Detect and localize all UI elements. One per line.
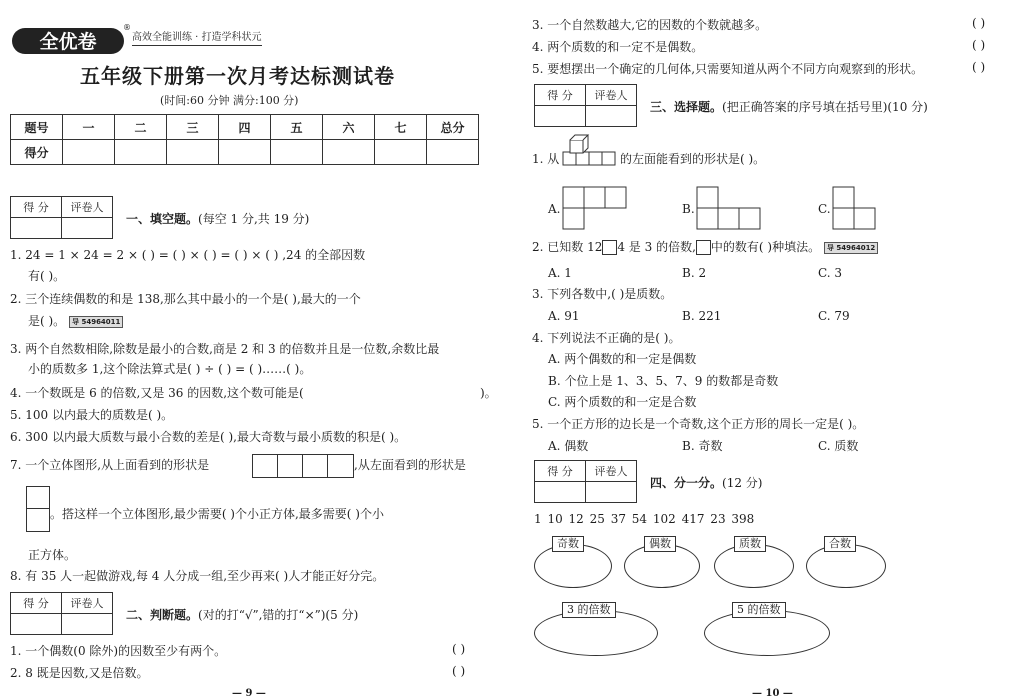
question-1-6: 6. 300 以内最大质数与最小合数的差是( ),最大奇数与最小质数的积是( )。 [10,430,407,444]
grader-score-label: 得 分 [535,85,586,106]
question-1-7-c: 。搭这样一个立体图形,最少需要( )个小正方体,最多需要( )个小 [50,507,384,521]
choice-4-opt-c[interactable]: C. 两个质数的和一定是合数 [548,395,697,409]
score-header-cell: 五 [271,115,323,140]
brand-logo [10,22,131,58]
question-1-1-cont: 有( )。 [28,269,66,283]
choice-1: 1. 从 [532,152,560,166]
choice-4: 4. 下列说法不正确的是( )。 [532,331,681,345]
choice-2-opt-c[interactable]: C. 3 [818,266,843,280]
code-tag: 导 54964012 [824,242,878,254]
page-number-right: — 10 — [752,688,793,699]
option-c-shape [832,186,878,230]
score-header-cell: 总分 [427,115,479,140]
choice-3-opt-a[interactable]: A. 91 [548,309,580,323]
question-1-3: 3. 两个自然数相除,除数是最小的合数,商是 2 和 3 的倍数并且是一位数,余数比最 [10,342,440,356]
code-tag: 导 54964011 [69,316,123,328]
cube-figure [560,130,618,172]
section-3-heading: 三、选择题。(把正确答案的序号填在括号里)(10 分) [650,100,928,114]
option-a-shape [562,186,628,230]
judge-5: 5. 要想摆出一个确定的几何体,只需要知道从两个不同方向观察到的形状。 [532,62,924,76]
grader-score-cell[interactable] [535,482,586,503]
top-view-cell [302,454,329,478]
blank-box [602,240,617,255]
score-header-cell: 一 [63,115,115,140]
question-1-2: 2. 三个连续偶数的和是 138,那么其中最小的一个是( ),最大的一个 [10,292,361,306]
set-multiple-3-label: 3 的倍数 [562,602,616,618]
grader-score-label: 得 分 [11,593,62,614]
score-cell[interactable] [167,140,219,165]
grader-reviewer-cell[interactable] [586,106,637,127]
score-row-label: 得分 [11,140,63,165]
score-header-cell: 题号 [11,115,63,140]
set-multiple-5-label: 5 的倍数 [732,602,786,618]
question-1-2-cont: 是( )。 导 54964011 [28,312,123,330]
slogan: 高效全能训练 · 打造学科状元 [132,28,262,46]
option-b-shape [696,186,762,230]
section-2-heading: 二、判断题。(对的打“√”,错的打“×”)(5 分) [126,608,359,622]
choice-1-b: 的左面能看到的形状是( )。 [620,152,766,166]
question-1-8: 8. 有 35 人一起做游戏,每 4 人分成一组,至少再来( )人才能正好分完。 [10,569,385,583]
top-view-cell [277,454,304,478]
set-composite-label: 合数 [824,536,856,552]
top-view-cell [327,454,354,478]
set-odd-label: 奇数 [552,536,584,552]
score-header-cell: 七 [375,115,427,140]
grader-reviewer-cell[interactable] [586,482,637,503]
choice-5: 5. 一个正方形的边长是一个奇数,这个正方形的周长一定是( )。 [532,417,865,431]
score-table [10,114,479,165]
grader-score-label: 得 分 [11,197,62,218]
choice-3-opt-b[interactable]: B. 221 [682,309,722,323]
grader-box [534,460,637,503]
answer-paren[interactable]: ( ) [452,642,466,656]
question-1-7-b: ,从左面看到的形状是 [354,458,466,472]
grader-reviewer-label: 评卷人 [586,85,637,106]
choice-3: 3. 下列各数中,( )是质数。 [532,287,673,301]
choice-2-opt-b[interactable]: B. 2 [682,266,707,280]
grader-reviewer-cell[interactable] [62,218,113,239]
choice-3-opt-c[interactable]: C. 79 [818,309,850,323]
set-prime-label: 质数 [734,536,766,552]
score-header-cell: 二 [115,115,167,140]
page-title: 五年级下册第一次月考达标测试卷 [80,64,395,88]
question-1-7-d: 正方体。 [28,548,77,562]
choice-2-opt-a[interactable]: A. 1 [548,266,572,280]
section-1-heading: 一、填空题。(每空 1 分,共 19 分) [126,212,310,226]
exam-time-score: (时间:60 分钟 满分:100 分) [160,94,299,107]
grader-score-cell[interactable] [535,106,586,127]
choice-5-opt-b[interactable]: B. 奇数 [682,439,723,453]
choice-4-opt-a[interactable]: A. 两个偶数的和一定是偶数 [548,352,697,366]
number-list: 1 10 12 25 37 54 102 417 23 398 [534,512,755,526]
question-1-7: 7. 一个立体图形,从上面看到的形状是 [10,458,210,472]
svg-text:®: ® [123,23,131,32]
choice-1-opt-a[interactable]: A. [548,202,561,216]
judge-2: 2. 8 既是因数,又是倍数。 [10,666,149,680]
score-header-cell: 三 [167,115,219,140]
score-header-cell: 四 [219,115,271,140]
judge-4: 4. 两个质数的和一定不是偶数。 [532,40,704,54]
answer-paren[interactable]: ( ) [452,664,466,678]
question-1-4: 4. 一个数既是 6 的倍数,又是 36 的因数,这个数可能是( [10,386,304,400]
score-cell[interactable] [375,140,427,165]
question-1-1: 1. 24 = 1 × 24 = 2 × ( ) = ( ) × ( ) = ( ) × ( ) ,24 的全部因数 [10,248,366,262]
set-even-label: 偶数 [644,536,676,552]
score-cell[interactable] [323,140,375,165]
grader-score-label: 得 分 [535,461,586,482]
top-view-cell [252,454,279,478]
question-1-3-cont: 小的质数多 1,这个除法算式是( ) ÷ ( ) = ( )……( )。 [28,362,312,376]
grader-reviewer-label: 评卷人 [62,593,113,614]
left-view-cell [26,508,50,532]
choice-4-opt-b[interactable]: B. 个位上是 1、3、5、7、9 的数都是奇数 [548,374,779,388]
grader-reviewer-label: 评卷人 [62,197,113,218]
score-header-cell: 六 [323,115,375,140]
answer-paren[interactable]: ( ) [972,16,986,30]
grader-box [534,84,637,127]
grader-reviewer-label: 评卷人 [586,461,637,482]
score-cell[interactable] [219,140,271,165]
score-cell[interactable] [63,140,115,165]
grader-score-cell[interactable] [11,218,62,239]
left-view-cell [26,486,50,510]
choice-5-opt-c[interactable]: C. 质数 [818,439,859,453]
judge-1: 1. 一个偶数(0 除外)的因数至少有两个。 [10,644,227,658]
judge-3: 3. 一个自然数越大,它的因数的个数就越多。 [532,18,768,32]
choice-5-opt-a[interactable]: A. 偶数 [548,439,589,453]
grader-box [10,592,113,635]
score-cell[interactable] [427,140,479,165]
choice-1-opt-c[interactable]: C. [818,202,831,216]
question-1-4-end: )。 [480,386,497,400]
choice-2: 2. 已知数 12 4 是 3 的倍数, 中的数有( )种填法。 导 54964012 [532,238,878,256]
answer-paren[interactable]: ( ) [972,38,986,52]
question-1-5: 5. 100 以内最大的质数是( )。 [10,408,174,422]
section-4-heading: 四、分一分。(12 分) [650,476,763,490]
logo-text: 全优卷 [39,31,97,53]
score-cell[interactable] [271,140,323,165]
grader-score-cell[interactable] [11,614,62,635]
choice-1-opt-b[interactable]: B. [682,202,695,216]
grader-box [10,196,113,239]
page-number-left: — 9 — [232,688,266,699]
answer-paren[interactable]: ( ) [972,60,986,74]
blank-box [696,240,711,255]
score-cell[interactable] [115,140,167,165]
grader-reviewer-cell[interactable] [62,614,113,635]
